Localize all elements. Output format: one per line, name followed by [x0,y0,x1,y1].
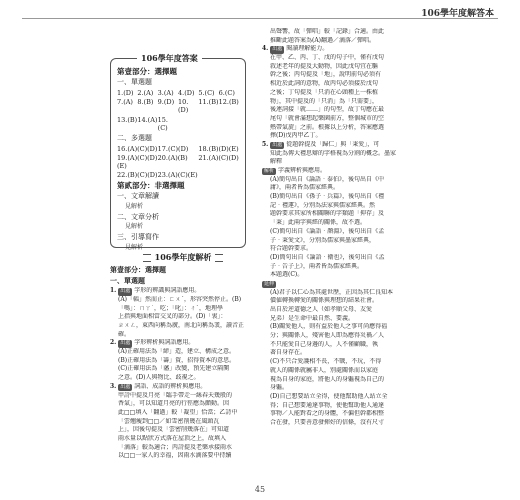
line-text: 後連詞接「就……」的句型，故丁句應在最 [270,106,385,114]
header-divider [22,18,498,19]
line-text: 子‧告子上》，兩者皆為儒家經典。 [270,262,364,270]
line-text: 知此為傳大禮思辯的字格視為分割的概念。墨家 [270,149,397,157]
text-line [262,228,438,237]
line-text: 出聲響，故「彈唱」較「記錄」合適。由此 [270,28,385,35]
text-line [262,184,438,193]
line-text: (B)簡句出自《孫子‧兵篇》，後句出自《禮 [270,193,385,201]
line-text: 物」，其中提及的「只消」為「只需要」， [270,97,379,105]
text-line [262,376,438,385]
line-text: 價値轉換轉愛的關係與理想的結果社會。 [270,297,379,305]
answer-cell: 14.(A) [137,115,158,124]
question-heading [110,287,252,296]
question-heading [262,280,438,289]
line-text: 「滴落」較為適合；丙詩提及老樂承接雨水 [118,443,233,451]
line-text: (A)「輻」然而止：ㄈㄨˊ，形容突然停止。(B) [118,295,242,303]
line-text: 解釋 [270,158,283,166]
answer-cell: 6.(C) [218,89,235,98]
text-line [262,263,438,272]
text-line [262,219,438,228]
text-line [262,358,438,367]
text-line [262,384,438,393]
answer-key-title: 106學年度答案 [137,53,202,63]
answer-cell [219,116,239,132]
text-line [110,418,252,427]
answer-cell: 23.(A)(C)(E) [157,170,198,179]
question-number: 4. [262,45,269,53]
line-text: (C)正確用法為「藩」改變，預先建立隔閡 [118,365,230,373]
question-number: 3. [110,382,117,390]
text-line [262,245,438,254]
line-text: 本題選(C)。 [270,271,304,279]
left-text-lines [110,287,252,461]
line-text: (D)簡句出自《論語‧衛也》，後句出自《孟 [270,253,385,261]
answer-cell [198,116,218,132]
text-line [262,158,438,167]
text-line [262,150,438,159]
section-tag: 延伸 [264,280,275,287]
text-line [262,271,438,280]
section-tag: 解析 [264,168,275,174]
line-text: 事物／人能對看之的身體，不偏但幹都相整 [270,410,385,418]
answer-cell: 16.(A)(C)(D) [117,144,158,153]
line-text: (B)正確用法為「籌」資，招得資本的意思。 [118,356,236,364]
line-text: 字義辨析與應用。 [278,167,327,174]
answer-cell: 10.(D) [178,98,189,115]
text-line [262,419,438,428]
text-line [110,357,252,366]
question-heading [110,339,252,348]
question-number: 1. [110,287,117,295]
text-line [262,306,438,315]
line-text: 兄弟）是生命中最自然、要義。 [270,314,355,322]
nonchoice-item [117,192,239,210]
line-text: 之意。(D)人與物比、歧視之。 [118,374,200,382]
text-line [262,54,438,63]
nonchoice-note: 見解析 [125,243,144,251]
line-text: (A)簡句出自《論語‧泰伯》，後句出自《中 [270,175,385,183]
answer-cell: 1.(D) [117,89,134,98]
question-number: 5. [262,140,269,148]
answer-cell: 8.(B) [137,98,154,107]
line-text: 著自身存在。 [270,349,307,357]
line-text: (D)自己想要站立全得，使他幫助他人站立全 [270,392,388,400]
line-text: 字形辨析與詞語應用。 [134,339,195,347]
explanation-right-column [262,28,438,428]
line-text: 上指與地面相當交叉的部分。(D)「衷」： [118,313,227,321]
text-line [262,410,438,419]
text-line [110,452,252,461]
section-tag: 出處 [272,46,283,53]
multi-choice-title: 二、多選題 [117,133,152,142]
line-text: 「秉」此兩字與經的關係，故不選。 [270,219,367,227]
line-text: 熱帶氣旋」之前。根據以上分析，答案應選 [270,123,385,131]
text-line [110,409,252,418]
line-text: 合在發，只要善意發揮好的信條，沒有尺寸 [270,418,385,426]
answer-key-box [110,53,246,251]
line-text: 甲詩中提及月亮「臨手帶走一絲春天幾般的 [118,391,233,399]
part1-title: 第壹部分：選擇題 [117,67,177,76]
section-tag: 出處 [120,383,131,390]
explanation-left-column [110,264,252,461]
line-text: 符合題幹要求。 [270,245,313,253]
line-text: 庸》，兩者皆為儒家經典。 [270,184,340,192]
nonchoice-label: 三、引導寫作 [117,232,159,241]
section-tag: 出處 [120,288,131,295]
answer-cell: 20.(A)(B) [157,153,188,162]
line-text: 詞語、成語的辨析與應用。 [134,382,207,390]
text-line [262,71,438,80]
text-line [262,297,438,306]
line-text: (C)不只合愛護相不長，不戰，不玩，不得 [270,358,382,366]
question-number: 2. [110,339,117,347]
text-line [262,289,438,298]
text-line [262,115,438,124]
answer-cell: 13.(B) [117,115,138,124]
page-number: 45 [254,485,266,494]
line-text: 以□□一家人的幸福，因雨水滴落要中持續 [118,452,232,460]
line-text: ㄓㄨㄥ，東西向稱為廣，南北向稱為袤，讀音正 [118,322,245,330]
text-line [110,296,252,305]
text-line [110,444,252,453]
text-line [262,202,438,211]
right-text-lines [262,28,438,428]
line-text: 記‧禮運》，分別為法家與儒家經典。然 [270,201,376,209]
text-line [110,435,252,444]
line-text: 在甲、乙、丙、丁、戊的句子中，僅有戊句 [270,54,385,62]
text-line [262,323,438,332]
text-line [262,341,438,350]
nonchoice-note: 見解析 [125,223,144,231]
text-line [262,37,438,46]
answer-cell: 22.(B)(C)(D) [117,170,158,179]
text-line [262,393,438,402]
answer-cell: 7.(A) [117,98,133,107]
line-text: 推斷此題答案為(A)翻過／滴落／彈唱。 [270,36,376,44]
question-heading [262,45,438,54]
nonchoice-item [117,233,239,251]
line-text: 子‧秉愛文》，分別為儒家與墨家經典， [270,236,376,244]
answer-cell [178,116,198,132]
text-line [110,365,252,374]
section-tag: 出處 [272,141,283,148]
text-line [262,402,438,411]
nonchoice-label: 二、文章分析 [117,212,159,221]
line-text: 「嗎」：ㄇㄚ˙，吃；「叱」：ㄔˋ，地理學 [118,304,224,312]
page-header: 106學年度解答本 [421,9,494,19]
line-text: 字形的辨識與詞語應用。 [134,287,201,295]
answer-cell [198,171,239,179]
nonchoice-label: 一、文章解讀 [117,192,159,201]
line-text: (A)正確用法為「締」造，建立、構成之意。 [118,348,236,356]
text-line [110,348,252,357]
text-line [262,176,438,185]
multi-choice-answers [117,145,239,180]
text-line [110,331,252,340]
line-text: 此□□填入「翻過」較「凝望」恰當；乙詩中 [118,408,238,416]
text-line [262,254,438,263]
line-text: 出自於逆道德之人（如孝順父母、友愛 [270,306,373,313]
exp-part1-title: 第壹部分：選擇題 [110,265,166,274]
text-line [262,124,438,133]
text-line [262,332,438,341]
line-text: 就人的關係就屬非人，別處關係而以家庭 [270,366,379,374]
line-text: 香氣」，可以知道月亮的行徑應為顫動。因 [118,400,230,408]
answer-cell: 5.(C) [198,89,215,98]
text-line [262,132,438,141]
line-text: 確。 [118,330,131,338]
explanation-title: 106學年度解析 [118,252,248,263]
question-heading [110,383,252,392]
line-text: 視為自身的家庭，將他人的身軀視為自己的 [270,375,385,383]
text-line [110,426,252,435]
text-line [262,367,438,376]
line-text: 雨水量以點狀方式落在屋頂之上，故填入 [118,434,227,442]
question-heading [262,141,438,150]
line-text: 擇(D)戊丙甲乙丁。 [270,132,322,140]
line-text: 分；與關係人，殘害他人即為應得災禍／人 [270,332,385,340]
answer-cell: 21.(A)(C)(D) [198,153,239,162]
text-line [110,313,252,322]
exp-single-title: 一、單選題 [110,276,145,286]
answer-cell: 4.(D) [178,89,195,98]
line-text: 之後；丁句提及「只消在心頭種上一株植 [270,88,379,96]
line-text: 身軀。 [270,384,289,392]
text-line [110,305,252,314]
answer-cell: 15.(C) [157,115,168,132]
line-text: 幹之後；丙句提及「地」，說明前句必須有 [270,71,382,79]
single-choice-title: 一、單選題 [117,78,152,87]
line-text: 敘述老年的提及大動物，因此戊句宜在驅 [270,62,379,70]
text-line [262,28,438,37]
single-choice-answers [117,89,239,132]
answer-cell: 19.(A)(C)(D)(E) [117,153,158,170]
line-text: (B)關愛他人，則有益於他人之事可尚應得福 [270,323,388,331]
line-text: 得；自己想要通達事物，使他幫助他人通達 [270,401,385,409]
text-line [262,106,438,115]
text-line [110,392,252,401]
text-line [262,349,438,358]
text-line [110,374,252,383]
text-line [262,193,438,202]
text-line [262,89,438,98]
answer-cell: 18.(B)(D)(E) [198,144,239,153]
line-text: 題幹要求其家所相關聯的字類題「抑存」及 [270,210,385,218]
nonchoice-note: 見解析 [125,203,144,211]
answer-cell: 2.(A) [137,89,154,98]
answer-cell: 17.(C)(D) [157,144,189,153]
line-text: (C)簡句出自《論語‧顏淵》，後句出自《孟 [270,227,385,235]
answer-cell: 3.(A) [157,89,174,98]
line-text: (A)君子以仁心為其處世歷，正因為其仁良知本 [270,288,394,296]
section-tag: 出處 [120,340,131,347]
text-line [262,237,438,246]
part2-title: 第貳部分：非選擇題 [117,181,185,190]
answer-cell: 12.(B) [218,98,239,107]
line-text: 不只能愛自己身邊的人，人不僅顧職，執 [270,340,379,348]
line-text: 尾句「就會滿想起樂園前方，整個城市的空 [270,114,385,122]
line-text: 從題幹提及「歸仁」與「秉愛」，可 [286,140,380,148]
text-line [110,400,252,409]
line-text: 「雲翹瘦到□□／如雪密削幾在風頭瓦 [118,417,220,425]
line-text: 相近於此詞的意物，故丙句必須接於戊句 [270,80,379,88]
text-line [262,210,438,219]
text-line [110,322,252,331]
text-line [262,80,438,89]
text-line [262,63,438,72]
line-text: 閱讀理解能力。 [286,45,329,53]
text-line [262,98,438,107]
answer-cell: 11.(B) [198,98,219,107]
text-line [262,315,438,324]
line-text: 上」，因後句提及「雲密削幾落在」可知道 [118,426,230,434]
nonchoice-item [117,213,239,231]
question-heading [262,167,438,176]
answer-cell: 9.(D) [157,98,175,107]
